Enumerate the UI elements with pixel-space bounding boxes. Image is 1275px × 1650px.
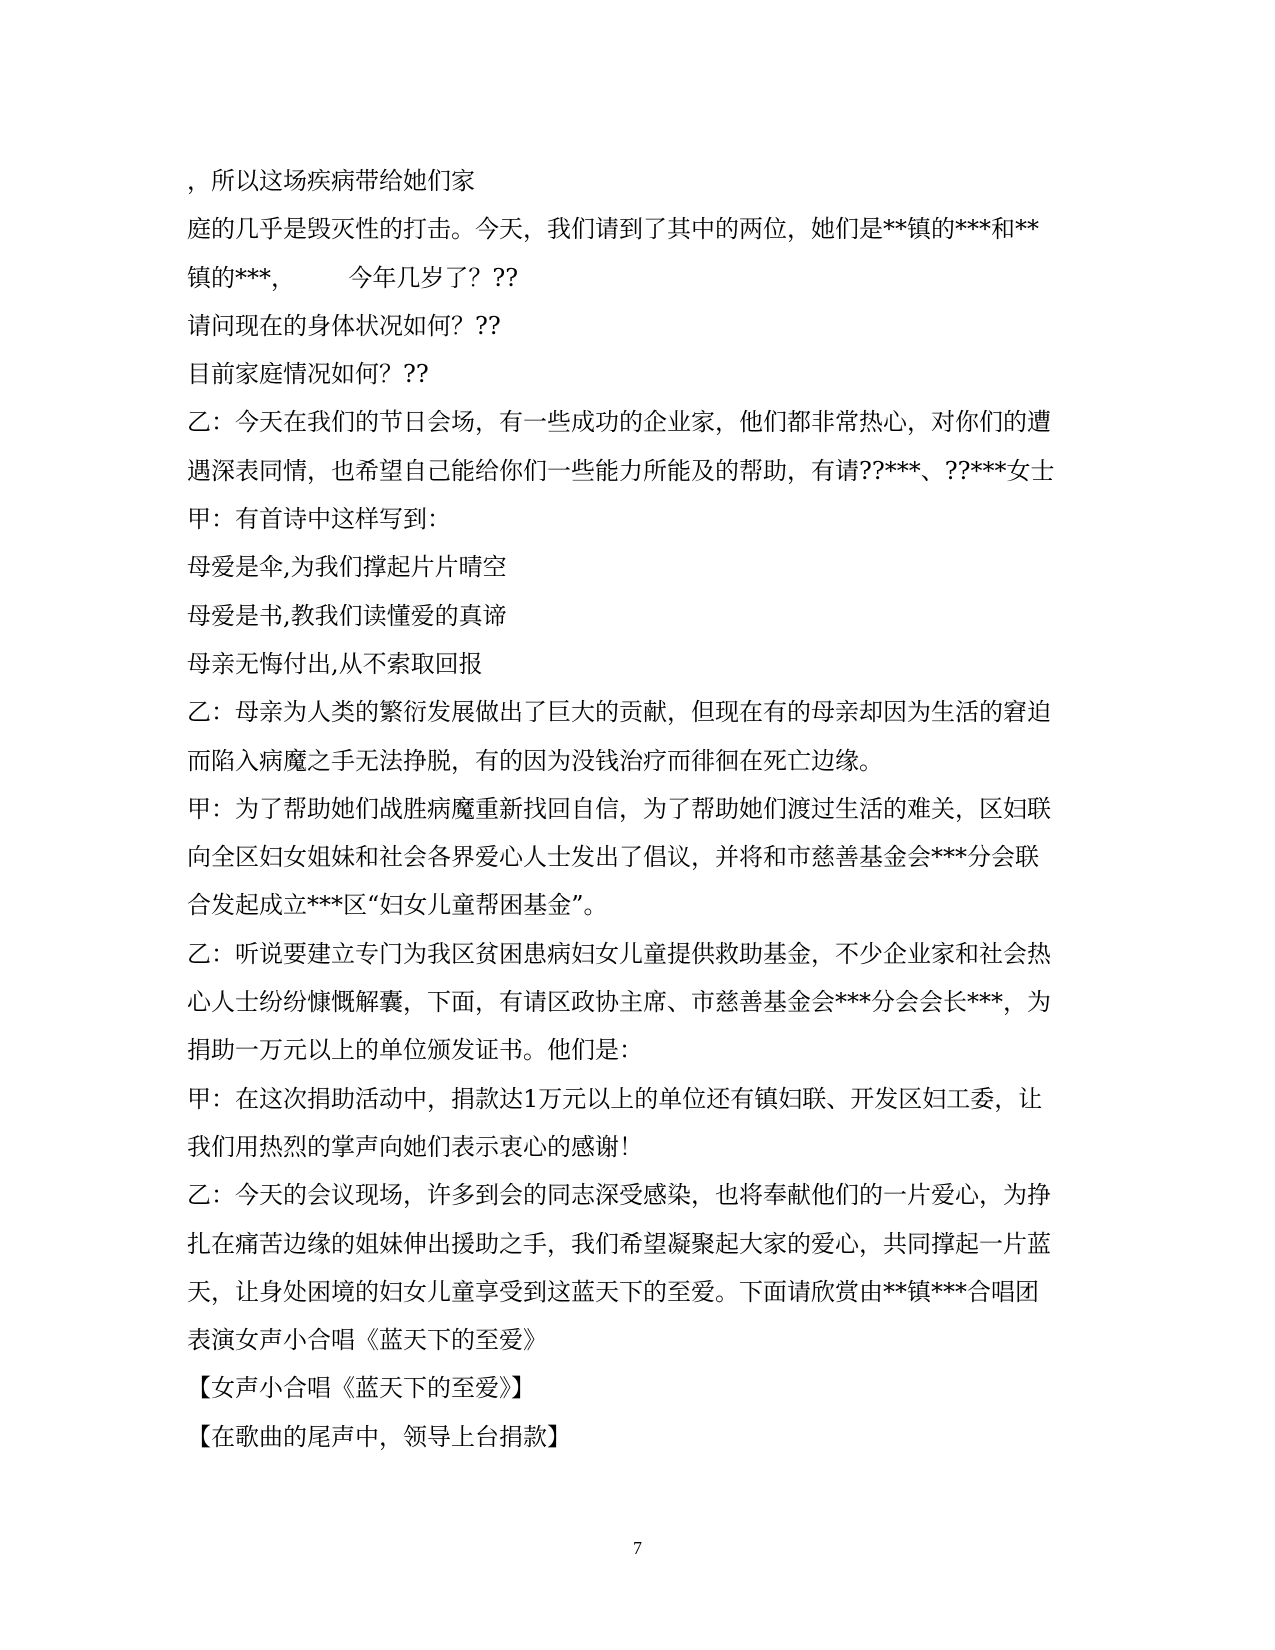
text-line: 而陷入病魔之手无法挣脱，有的因为没钱治疗而徘徊在死亡边缘。: [187, 746, 883, 775]
text-line: 【女声小合唱《蓝天下的至爱》】: [187, 1374, 535, 1403]
text-line: 乙：母亲为人类的繁衍发展做出了巨大的贡献，但现在有的母亲却因为生活的窘迫: [187, 698, 1051, 727]
text-line: 天，让身处困境的妇女儿童享受到这蓝天下的至爱。下面请欣赏由**镇***合唱团: [187, 1277, 1039, 1306]
text-line: 甲：为了帮助她们战胜病魔重新找回自信，为了帮助她们渡过生活的难关，区妇联: [187, 794, 1051, 823]
text-line: 表演女声小合唱《蓝天下的至爱》: [187, 1326, 547, 1355]
page-number: 7: [633, 1538, 642, 1558]
text-line: 镇的***， 今年几岁了？??: [187, 263, 519, 292]
text-line: 扎在痛苦边缘的姐妹伸出援助之手，我们希望凝聚起大家的爱心，共同撑起一片蓝: [187, 1229, 1051, 1258]
text-line: 捐助一万元以上的单位颁发证书。他们是：: [187, 1036, 643, 1065]
body-text: [187, 157, 1087, 1461]
text-line: 心人士纷纷慷慨解囊，下面，有请区政协主席、市慈善基金会***分会会长***，为: [187, 988, 1051, 1017]
text-line: 母爱是书,教我们读懂爱的真谛: [187, 601, 507, 630]
text-line: 母亲无悔付出,从不索取回报: [187, 649, 483, 678]
text-line: ，所以这场疾病带给她们家: [187, 167, 475, 195]
text-line: 遇深表同情，也希望自己能给你们一些能力所能及的帮助，有请??***、??***女士: [187, 456, 1055, 485]
text-line: 请问现在的身体状况如何？??: [187, 311, 501, 340]
text-line: 甲：有首诗中这样写到：: [187, 505, 451, 534]
text-line: 乙：今天的会议现场，许多到会的同志深受感染，也将奉献他们的一片爱心，为挣: [187, 1181, 1051, 1210]
text-line: 乙：听说要建立专门为我区贫困患病妇女儿童提供救助基金，不少企业家和社会热: [187, 939, 1051, 968]
text-line: 甲：在这次捐助活动中，捐款达1万元以上的单位还有镇妇联、开发区妇工委，让: [187, 1084, 1043, 1113]
text-line: 目前家庭情况如何？??: [187, 360, 429, 389]
text-line: 向全区妇女姐妹和社会各界爱心人士发出了倡议，并将和市慈善基金会***分会联: [187, 843, 1039, 872]
text-line: 乙：今天在我们的节日会场，有一些成功的企业家，他们都非常热心，对你们的遭: [187, 408, 1051, 437]
text-line: 庭的几乎是毁灭性的打击。今天，我们请到了其中的两位，她们是**镇的***和**: [187, 215, 1039, 244]
text-line: 母爱是伞,为我们撑起片片晴空: [187, 553, 507, 582]
text-line: 【在歌曲的尾声中，领导上台捐款】: [187, 1422, 571, 1451]
text-line: 合发起成立***区“妇女儿童帮困基金”。: [187, 891, 608, 920]
text-line: 我们用热烈的掌声向她们表示衷心的感谢！: [187, 1132, 643, 1161]
